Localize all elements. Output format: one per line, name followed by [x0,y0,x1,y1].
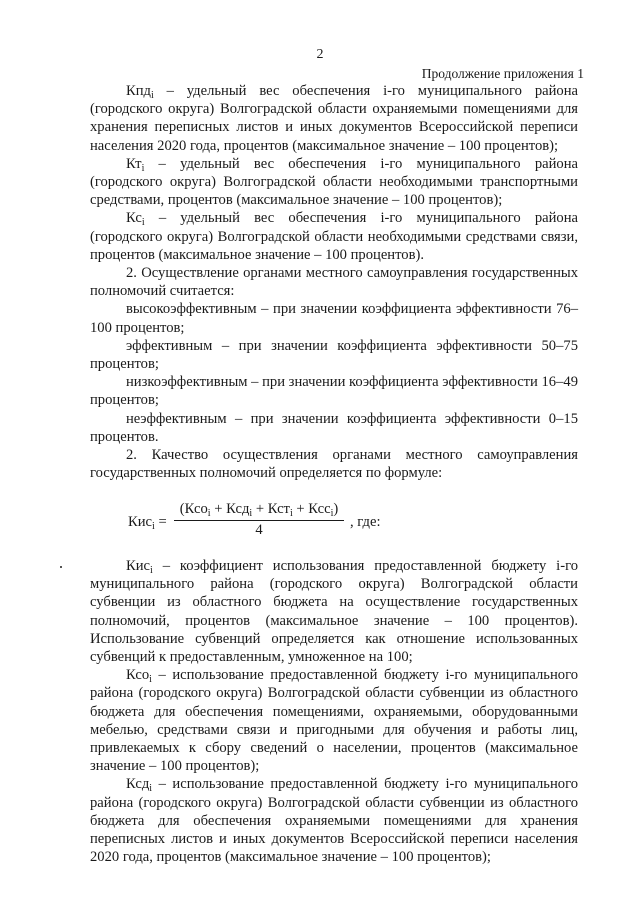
definition-text: – удельный вес обеспечения i-го муниципального района (городского округа) Волгоградской области охраняемыми помещениями для хранения переписных листов и иных документов Всероссийской переписи населения 2020 года, процентов (максимальное значение – 100 процентов); [90,83,578,154]
equals-sign: = [154,514,167,530]
subscript: i [207,508,211,519]
subscript: i [152,521,155,532]
continuation-note: Продолжение приложения 1 [421,66,584,81]
formula-tail: , где: [350,514,381,530]
page-number: 2 [316,47,324,62]
definition-text: – удельный вес обеспечения i-го муниципального района (городского округа) Волгоградской области необходимыми транспортными средствами, процентов (максимальное значение – 100 процентов); [90,155,578,209]
definition-text: – использование предоставленной бюджету i-го муниципального района (городского округа) Волгоградской области субвенции из областного бюджета для обеспечения помещениями, охраняемыми, оборудованными мебелью, средствами связи и пригодными для обучения и работы лиц, привлекаемых к сбору сведений о населении, процентов (максимальное значение – 100 процентов); [90,667,578,775]
symbol: Кпд [126,83,151,99]
subscript: i [141,217,145,229]
section-2-quality-intro: 2. Качество осуществления органами местного самоуправления государственных полномочий определяется по формуле: [90,447,578,482]
definition-ks [90,209,578,264]
subscript: i [289,508,293,519]
rating-low: низкоэффективным – при значении коэффициента эффективности 16–49 процентов; [90,374,578,409]
definitions-block-1 [90,82,578,482]
definition-kpd [90,82,578,155]
symbol: Кт [126,155,142,172]
plus: + [292,501,309,517]
rating-ineffective: неэффективным – при значении коэффициента эффективности 0–15 процентов. [90,410,578,445]
plus: + [252,501,268,517]
subscript: i [330,508,334,519]
definition-text: – коэффициент использования предоставленной бюджету i-го муниципального района (городского округа) Волгоградской области субвенции из областного бюджета на осуществление государственных полномочий, процентов (максимальное значение – 100 процентов). Использование субвенций определяется как отношение использованных субвенций к предоставленным, умноженное на 100; [90,558,578,666]
formula-fraction [174,501,344,539]
plus: + [210,501,227,517]
subscript: i [141,162,145,174]
paren: ) [333,501,339,517]
symbol: Кс [126,210,142,227]
formula-lhs-symbol: Кис [128,514,153,530]
rating-effective: эффективным – при значении коэффициента эффективности 50–75 процентов; [90,337,578,373]
subscript: i [149,674,152,686]
definition-text: – использование предоставленной бюджету i-го муниципального района (городского округа) Волгоградской области субвенции из областного бюджета для обеспечения охраняемыми помещениями для хранения переписных листов и иных документов Всероссийской переписи населения 2020 года, процентов (максимальное значение – 100 процентов); [90,776,578,866]
section-2-intro: 2. Осуществление органами местного самоуправления государственных полномочий считается: [90,265,578,300]
formula-lhs [128,514,167,531]
definition-kso [90,666,578,775]
subscript: i [249,508,253,519]
definitions-block-2 [90,557,578,866]
subscript: i [149,783,153,795]
symbol: Ксо [126,667,150,684]
rating-high: высокоэффективным – при значении коэффициента эффективности 76–100 процентов; [90,301,578,336]
definition-text: – удельный вес обеспечения i-го муниципального района (городского округа) Волгоградской области необходимыми средствами связи, процентов (максимальное значение – 100 процентов). [90,210,578,263]
formula-numerator [174,501,344,521]
definition-kis [90,557,578,666]
paren: ( [179,501,185,517]
term-kst: Кст [267,501,290,517]
subscript: i [150,565,153,576]
margin-mark [60,566,62,568]
symbol: Кис [126,558,151,574]
symbol: Ксд [126,776,150,793]
term-ksd: Ксд [226,501,250,517]
subscript: i [150,90,154,101]
term-kso: Ксо [184,501,208,517]
formula-denominator: 4 [255,522,263,538]
term-kss: Ксс [308,501,331,517]
definition-kt [90,155,578,210]
definition-ksd [90,775,578,866]
